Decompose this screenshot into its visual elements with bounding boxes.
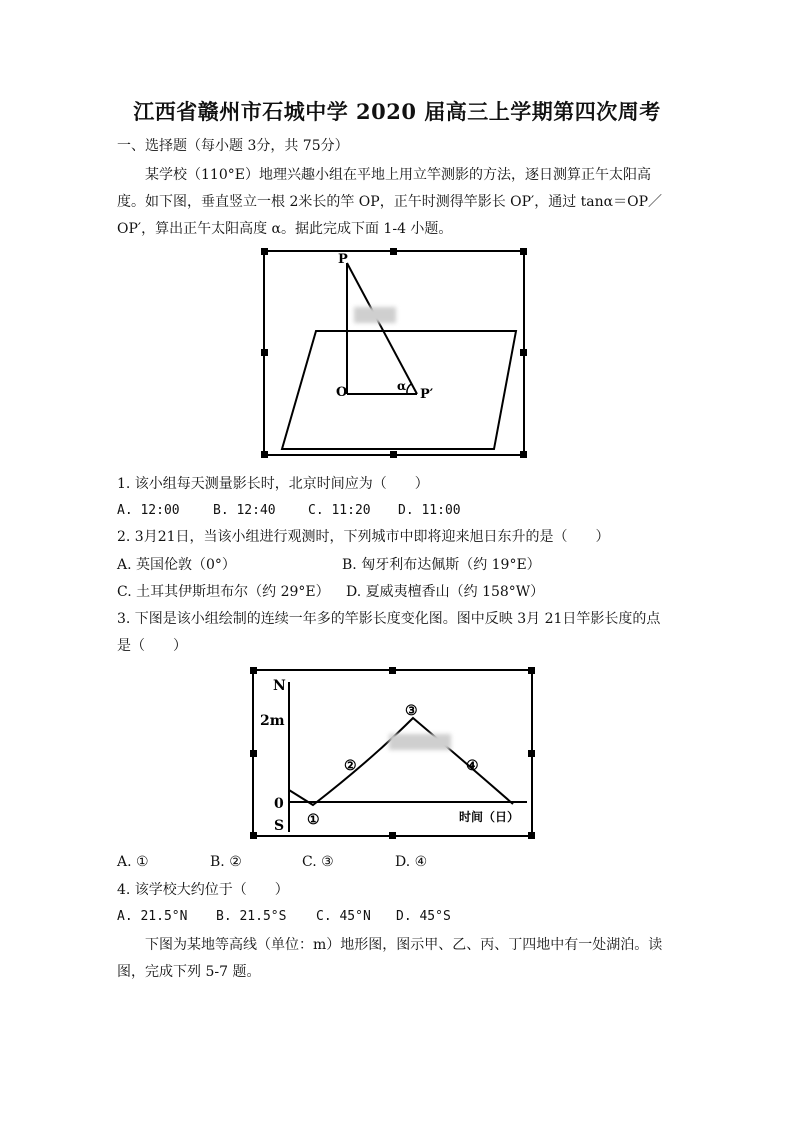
intro-line-2: 度。如下图，垂直竖立一根 2米长的竿 OP，正午时测得竿影长 OP′，通过 tanα＝OP／ xyxy=(117,194,663,210)
selection-handle[interactable] xyxy=(389,667,396,674)
q3-option-a: A. ① xyxy=(117,854,149,870)
point-label-2: ② xyxy=(344,758,357,774)
outro-line-2: 图，完成下列 5-7 题。 xyxy=(117,964,261,980)
label-p-prime: P′ xyxy=(420,387,434,402)
figure-shadow-length-graph xyxy=(251,668,534,838)
selection-handle[interactable] xyxy=(390,248,397,255)
q2-option-c: C. 土耳其伊斯坦布尔（约 29°E） xyxy=(117,584,330,600)
figure-pole-shadow xyxy=(262,249,526,457)
q3-stem-line-2: 是（ ） xyxy=(117,638,187,654)
selection-handle[interactable] xyxy=(520,248,527,255)
axis-label-2m: 2m xyxy=(260,713,285,729)
q2-option-a: A. 英国伦敦（0°） xyxy=(117,557,236,573)
pole-shadow-diagram xyxy=(262,249,526,457)
q1-option-a: A. 12:00 xyxy=(117,503,180,518)
selection-handle[interactable] xyxy=(261,248,268,255)
outro-line-1: 下图为某地等高线（单位：m）地形图，图示甲、乙、丙、丁四地中有一处湖泊。读 xyxy=(145,937,663,953)
selection-handle[interactable] xyxy=(528,832,535,839)
selection-handle[interactable] xyxy=(250,667,257,674)
intro-line-1: 某学校（110°E）地理兴趣小组在平地上用立竿测影的方法，逐日测算正午太阳高 xyxy=(145,167,651,183)
q1-option-d: D. 11:00 xyxy=(398,503,461,518)
q2-option-b: B. 匈牙利布达佩斯（约 19°E） xyxy=(342,557,541,573)
selection-handle[interactable] xyxy=(261,349,268,356)
intro-line-3: OP′，算出正午太阳高度 α。据此完成下面 1-4 小题。 xyxy=(117,221,453,237)
selection-handle[interactable] xyxy=(250,832,257,839)
q4-option-b: B. 21.5°S xyxy=(216,909,287,924)
selection-handle[interactable] xyxy=(528,667,535,674)
selection-handle[interactable] xyxy=(261,451,268,458)
selection-handle[interactable] xyxy=(520,349,527,356)
q4-option-c: C. 45°N xyxy=(316,909,371,924)
shadow-length-graph xyxy=(251,668,534,838)
selection-handle[interactable] xyxy=(389,832,396,839)
q3-option-c: C. ③ xyxy=(302,854,334,870)
q3-stem-line-1: 3. 下图是该小组绘制的连续一年多的竿影长度变化图。图中反映 3月 21日竿影长度的点 xyxy=(117,611,661,627)
label-o: O xyxy=(336,385,348,400)
q1-option-c: C. 11:20 xyxy=(308,503,371,518)
point-label-4: ④ xyxy=(466,758,479,774)
label-p: P xyxy=(338,252,348,267)
q3-option-d: D. ④ xyxy=(395,854,428,870)
axis-label-time: 时间（日） xyxy=(459,810,520,824)
q2-option-d: D. 夏威夷檀香山（约 158°W） xyxy=(346,584,545,600)
q1-stem: 1. 该小组每天测量影长时，北京时间应为（ ） xyxy=(117,476,429,492)
selection-handle[interactable] xyxy=(528,750,535,757)
selection-handle[interactable] xyxy=(250,750,257,757)
axis-label-zero: 0 xyxy=(274,796,284,812)
point-label-1: ① xyxy=(307,812,320,828)
q2-stem: 2. 3月21日，当该小组进行观测时，下列城市中即将迎来旭日东升的是（ ） xyxy=(117,529,610,545)
q1-option-b: B. 12:40 xyxy=(213,503,276,518)
q4-stem: 4. 该学校大约位于（ ） xyxy=(117,882,289,898)
q4-option-a: A. 21.5°N xyxy=(117,909,188,924)
page-title: 江西省赣州市石城中学 2020 届高三上学期第四次周考 xyxy=(133,99,661,124)
axis-label-s: S xyxy=(274,818,285,834)
axis-label-n: N xyxy=(273,678,286,694)
section-heading: 一、选择题（每小题 3分，共 75分） xyxy=(117,138,349,154)
selection-handle[interactable] xyxy=(390,451,397,458)
q3-option-b: B. ② xyxy=(210,854,242,870)
selection-handle[interactable] xyxy=(520,451,527,458)
point-label-3: ③ xyxy=(405,703,418,719)
label-alpha: α xyxy=(397,379,407,393)
q4-option-d: D. 45°S xyxy=(396,909,451,924)
